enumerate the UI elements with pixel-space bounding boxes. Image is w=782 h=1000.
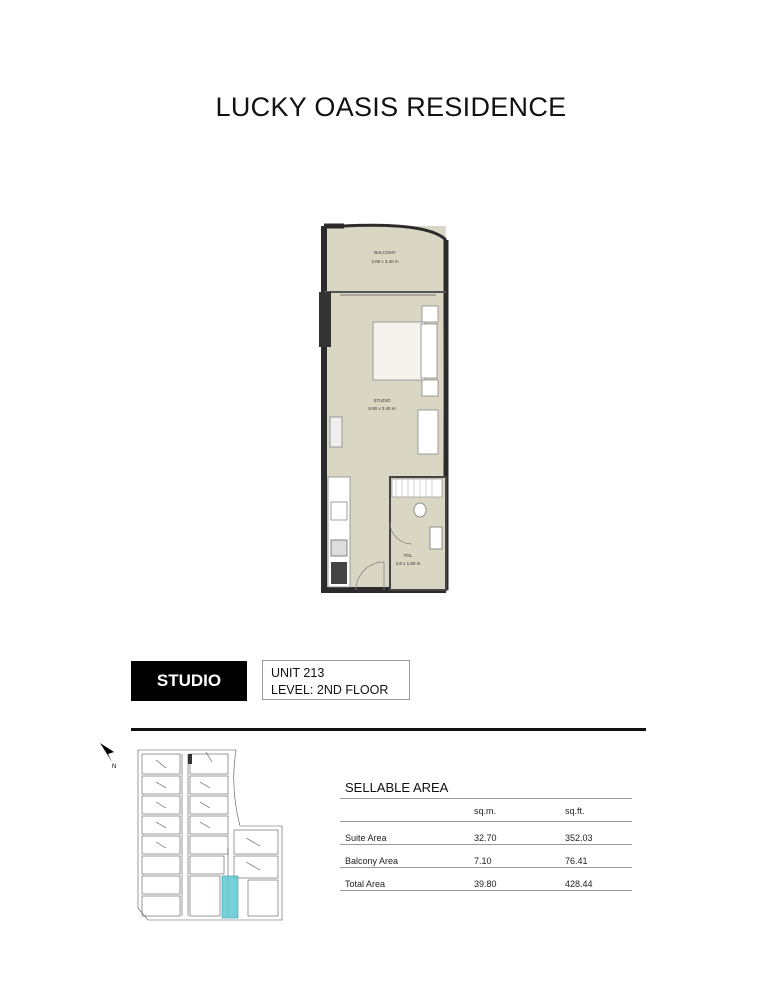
- page-title: LUCKY OASIS RESIDENCE: [215, 92, 567, 122]
- floor-plan: [318, 222, 453, 594]
- north-label: N: [112, 764, 117, 770]
- row-sqm: 32.70: [474, 833, 497, 843]
- sellable-area-title: SELLABLE AREA: [345, 780, 449, 795]
- table-row: [340, 867, 632, 891]
- unit-level: LEVEL: 2ND FLOOR: [271, 683, 389, 697]
- unit-highlight: [222, 876, 238, 918]
- row-sqm: 39.80: [474, 879, 497, 889]
- key-plan: [136, 748, 286, 923]
- studio-dims: 8.90 x 3.40 m: [368, 406, 396, 411]
- row-sqm: 7.10: [474, 856, 492, 866]
- row-sqft: 76.41: [565, 856, 588, 866]
- row-label: Total Area: [345, 879, 386, 889]
- toilet-dims: 2.6 x 1.50 m: [395, 561, 421, 566]
- balcony-label: BALCONY: [374, 250, 396, 255]
- table-row: [340, 821, 632, 844]
- unit-type-badge: STUDIO: [131, 661, 247, 701]
- toilet-label: TOL: [403, 553, 413, 558]
- row-label: Suite Area: [345, 833, 387, 843]
- balcony-dims: 2.00 x 3.40 m: [371, 259, 399, 264]
- table-row: [340, 844, 632, 867]
- divider-line: [131, 728, 646, 731]
- studio-label: STUDIO: [373, 398, 391, 403]
- row-sqft: 428.44: [565, 879, 593, 889]
- header-sqm: sq.m.: [474, 806, 497, 816]
- sellable-area-table: [340, 798, 632, 891]
- table-header: [340, 798, 632, 821]
- north-arrow-icon: [98, 740, 128, 770]
- header-sqft: sq.ft.: [565, 806, 585, 816]
- unit-number: UNIT 213: [271, 666, 325, 680]
- row-sqft: 352.03: [565, 833, 593, 843]
- unit-info-box: [262, 660, 410, 700]
- row-label: Balcony Area: [345, 856, 399, 866]
